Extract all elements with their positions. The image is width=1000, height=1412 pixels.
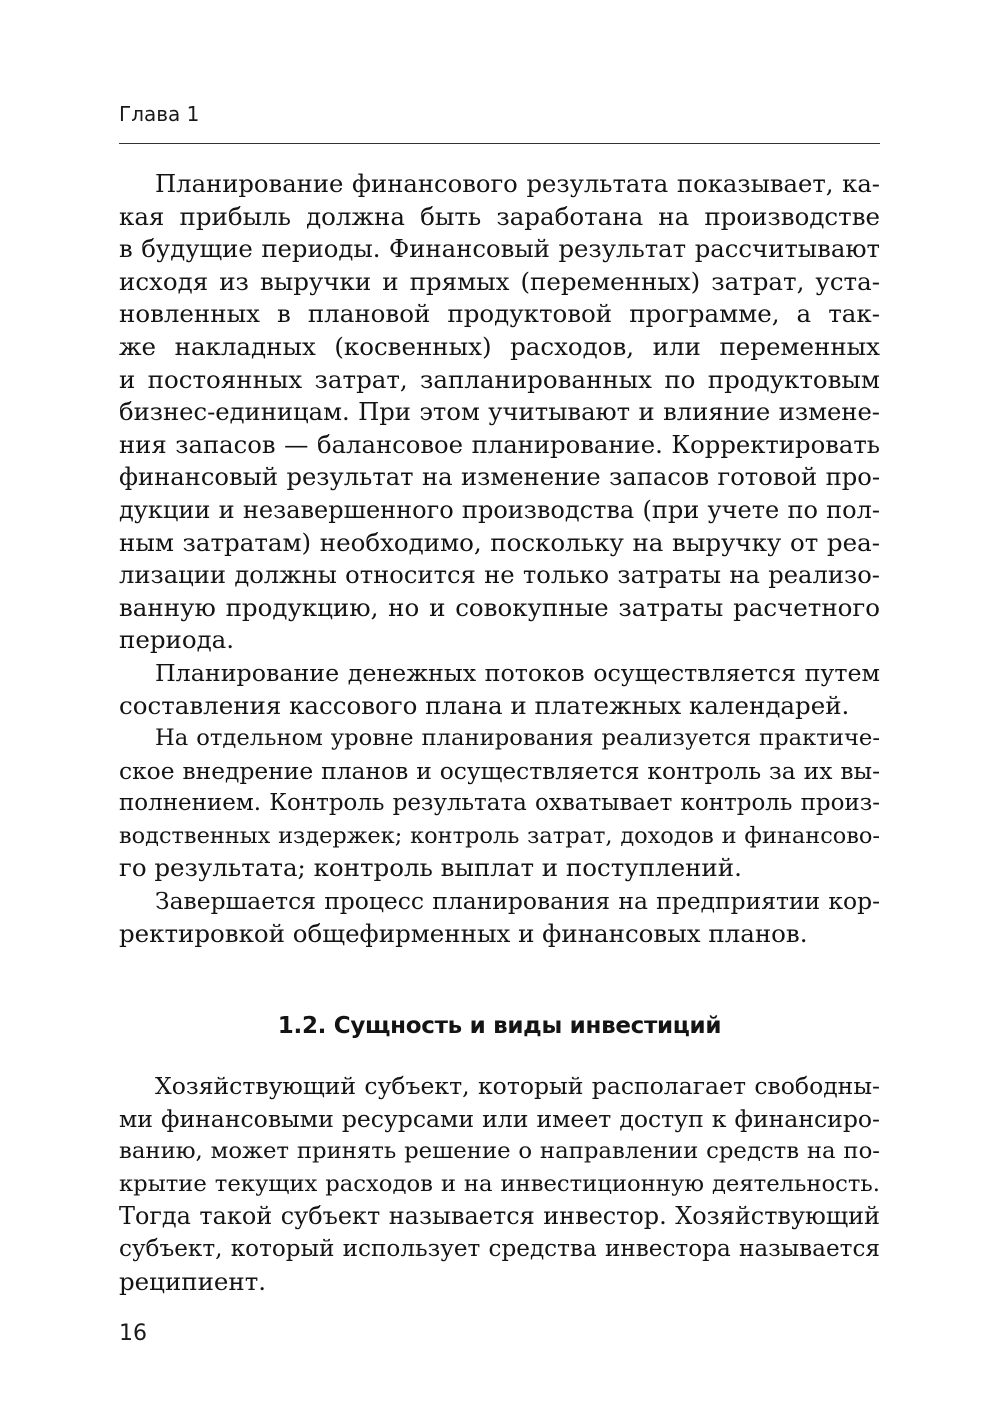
- text-line: крытие текущих расходов и на инвестиционную деятельность.: [119, 1170, 880, 1197]
- text-line: ванию, может принять решение о направлении средств на по-: [119, 1138, 880, 1165]
- running-head: Глава 1: [119, 102, 200, 126]
- text-line: водственных издержек; контроль затрат, доходов и финансово-: [119, 822, 880, 849]
- section-text: [119, 1070, 880, 1298]
- text-line: периода.: [119, 625, 235, 655]
- text-line: реципиент.: [119, 1266, 267, 1296]
- text-line: ным затратам) необходимо, поскольку на выручку от реа-: [119, 527, 880, 557]
- text-line: составления кассового плана и платежных календарей.: [119, 690, 850, 720]
- text-line: субъект, который использует средства инвестора называется: [119, 1235, 880, 1262]
- text-line: новленных в плановой продуктовой программе, а так-: [119, 299, 880, 329]
- text-line: же накладных (косвенных) расходов, или переменных: [119, 331, 880, 361]
- text-line: Завершается процесс планирования на предприятии кор-: [155, 887, 880, 916]
- text-line: лизации должны относится не только затраты на реализо-: [119, 561, 880, 590]
- text-line: ния запасов — балансовое планирование. Корректировать: [119, 429, 880, 459]
- text-line: финансовый результат на изменение запасов готовой про-: [119, 463, 880, 492]
- text-line: Планирование денежных потоков осуществляется путем: [155, 658, 880, 687]
- body-text: [119, 168, 880, 950]
- text-line: полнением. Контроль результата охватывает контроль произ-: [119, 790, 880, 817]
- text-line: го результата; контроль выплат и поступлений.: [119, 853, 742, 883]
- text-line: ми финансовыми ресурсами или имеет доступ к финансиро-: [119, 1104, 880, 1133]
- text-line: Планирование финансового результата показывает, ка-: [155, 169, 880, 198]
- text-line: Хозяйствующий субъект, который располагает свободны-: [155, 1072, 880, 1100]
- text-line: ректировкой общефирменных и финансовых планов.: [119, 918, 808, 948]
- text-line: бизнес-единицам. При этом учитывают и влияние измене-: [119, 397, 880, 427]
- page-number: 16: [119, 1321, 147, 1346]
- text-line: исходя из выручки и прямых (переменных) затрат, уста-: [119, 266, 880, 296]
- text-line: ванную продукцию, но и совокупные затраты расчетного: [119, 592, 880, 622]
- text-line: дукции и незавершенного производства (при учете по пол-: [119, 495, 880, 524]
- text-line: кая прибыль должна быть заработана на производстве: [119, 201, 880, 231]
- text-line: Тогда такой субъект называется инвестор. Хозяйствующий: [119, 1202, 880, 1231]
- section-heading: 1.2. Сущность и виды инвестиций: [277, 1013, 722, 1039]
- text-line: в будущие периоды. Финансовый результат рассчитывают: [119, 234, 880, 264]
- text-line: и постоянных затрат, запланированных по продуктовым: [119, 364, 880, 394]
- text-line: ское внедрение планов и осуществляется контроль за их вы-: [119, 756, 880, 785]
- text-line: На отдельном уровне планирования реализуется практиче-: [155, 725, 880, 752]
- header-rule: [119, 143, 880, 144]
